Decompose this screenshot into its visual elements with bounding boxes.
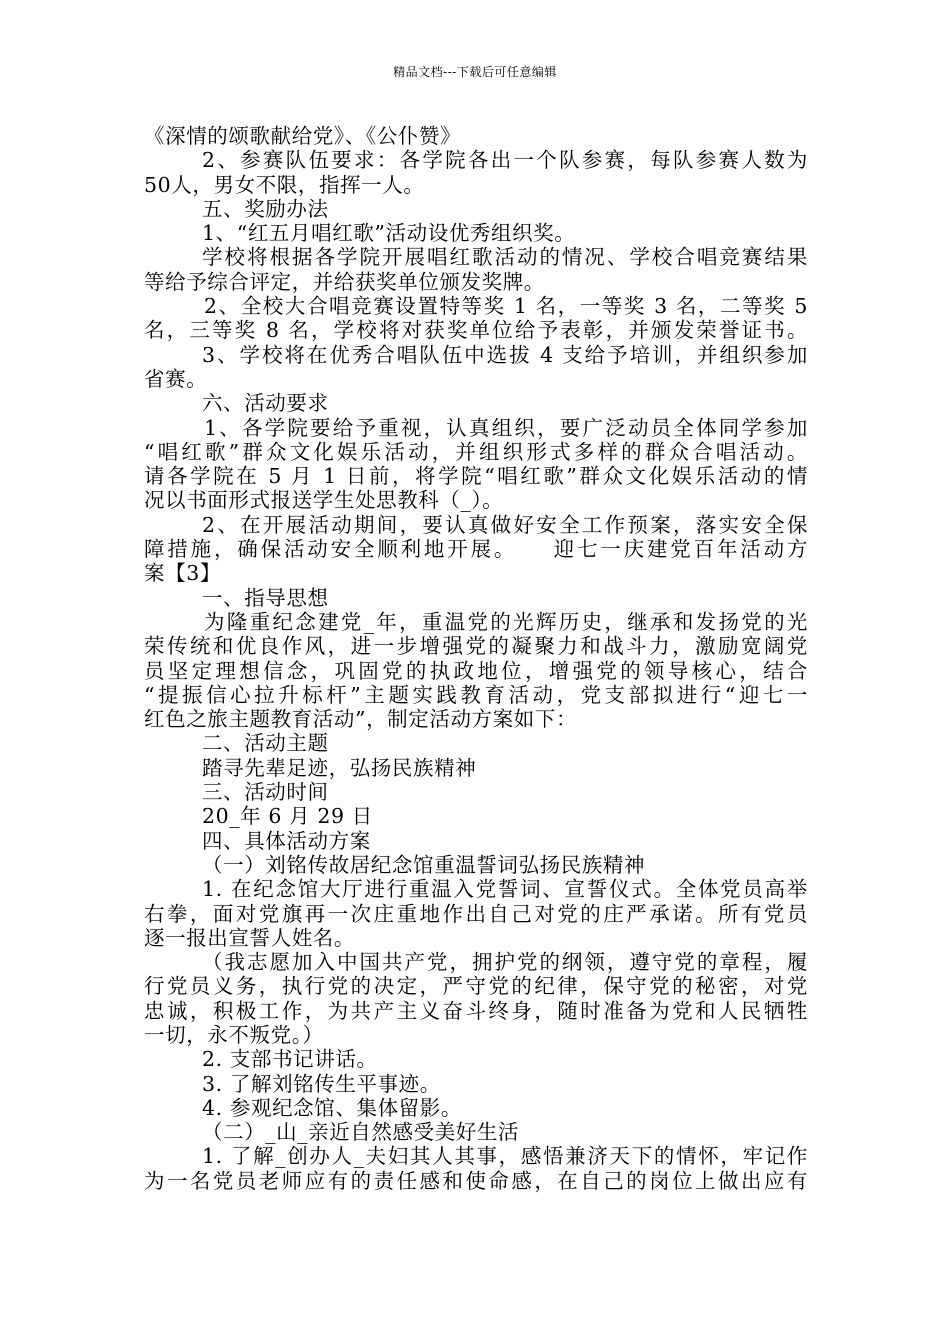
subsection-heading: （一）刘铭传故居纪念馆重温誓词弘扬民族精神 <box>202 852 646 877</box>
document-body <box>144 124 808 1193</box>
text-line: 2、全校大合唱竞赛设置特等奖 1 名，一等奖 3 名，二等奖 5 <box>204 294 808 319</box>
text-line: 行党员义务，执行党的决定，严守党的纪律，保守党的秘密，对党 <box>144 974 808 999</box>
text-line: 一切，永不叛党。） <box>144 1022 324 1047</box>
text-line: 2、参赛队伍要求：各学院各出一个队参赛，每队参赛人数为 <box>202 148 808 173</box>
section-heading: 五、奖励办法 <box>202 196 329 221</box>
text-line: 请各学院在 5 月 1 日前，将学院“唱红歌”群众文化娱乐活动的情 <box>144 464 808 489</box>
text-line: 踏寻先辈足迹，弘扬民族精神 <box>202 755 477 780</box>
text-line: 4. 参观纪念馆、集体留影。 <box>202 1095 462 1120</box>
text-line: “唱红歌”群众文化娱乐活动，并组织形式多样的群众合唱活动。 <box>144 439 808 464</box>
section-heading: 二、活动主题 <box>202 731 329 756</box>
text-line: 员坚定理想信念，巩固党的执政地位，增强党的领导核心，结合 <box>144 658 808 683</box>
text-line: 荣传统和优良作风，进一步增强党的凝聚力和战斗力，激励宽阔党 <box>144 634 808 659</box>
text-line: 名，三等奖 8 名，学校将对获奖单位给予表彰，并颁发荣誉证书。 <box>144 318 808 343</box>
subsection-heading: （二）_山_亲近自然感受美好生活 <box>202 1120 520 1145</box>
text-line: 20_年 6 月 29 日 <box>202 804 373 829</box>
section-heading: 一、指导思想 <box>202 585 329 610</box>
text-line: 等给予综合评定，并给获奖单位颁发奖牌。 <box>144 269 545 294</box>
text-line: 1、各学院要给予重视，认真组织，要广泛动员全体同学参加 <box>204 415 808 440</box>
text-line: 案【3】 <box>144 561 221 586</box>
text-line: 《深情的颂歌献给党》、《公仆赞》 <box>144 124 462 148</box>
text-line: 1. 在纪念馆大厅进行重温入党誓词、宣誓仪式。全体党员高举 <box>202 877 808 902</box>
text-line: 2. 支部书记讲话。 <box>202 1047 378 1072</box>
text-line: 为隆重纪念建党_年，重温党的光辉历史，继承和发扬党的光 <box>204 609 808 634</box>
text-line: 障措施，确保活动安全顺利地开展。 迎七一庆建党百年活动方 <box>144 537 808 562</box>
page-header: 精品文档---下载后可任意编辑 <box>393 65 557 79</box>
text-line: 逐一报出宣誓人姓名。 <box>144 925 355 950</box>
text-line: 省赛。 <box>144 366 208 391</box>
text-line: 50人，男女不限，指挥一人。 <box>144 172 425 197</box>
text-line: （我志愿加入中国共产党，拥护党的纲领，遵守党的章程，履 <box>202 950 808 975</box>
text-line: 况以书面形式报送学生处思教科（_）。 <box>144 488 504 513</box>
text-line: 1. 了解_创办人_夫妇其人其事，感悟兼济天下的情怀，牢记作 <box>202 1144 808 1169</box>
text-line: 为一名党员老师应有的责任感和使命感，在自己的岗位上做出应有 <box>144 1168 808 1193</box>
section-heading: 四、具体活动方案 <box>202 828 371 853</box>
text-line: 3、学校将在优秀合唱队伍中选拔 4 支给予培训，并组织参加 <box>202 342 808 367</box>
text-line: 右拳，面对党旗再一次庄重地作出自己对党的庄严承诺。所有党员 <box>144 901 808 926</box>
section-heading: 三、活动时间 <box>202 780 329 805</box>
text-line: 2、在开展活动期间，要认真做好安全工作预案，落实安全保 <box>202 512 808 537</box>
text-line: 红色之旅主题教育活动”，制定活动方案如下： <box>144 707 578 732</box>
text-line: “提振信心拉升标杆”主题实践教育活动，党支部拟进行“迎七一 <box>144 682 808 707</box>
section-heading: 六、活动要求 <box>202 391 329 416</box>
text-line: 1、“红五月唱红歌”活动设优秀组织奖。 <box>202 221 576 246</box>
text-line: 学校将根据各学院开展唱红歌活动的情况、学校合唱竞赛结果 <box>202 245 808 270</box>
text-line: 忠诚，积极工作，为共产主义奋斗终身，随时准备为党和人民牺牲 <box>144 998 808 1023</box>
text-line: 3. 了解刘铭传生平事迹。 <box>202 1071 441 1096</box>
